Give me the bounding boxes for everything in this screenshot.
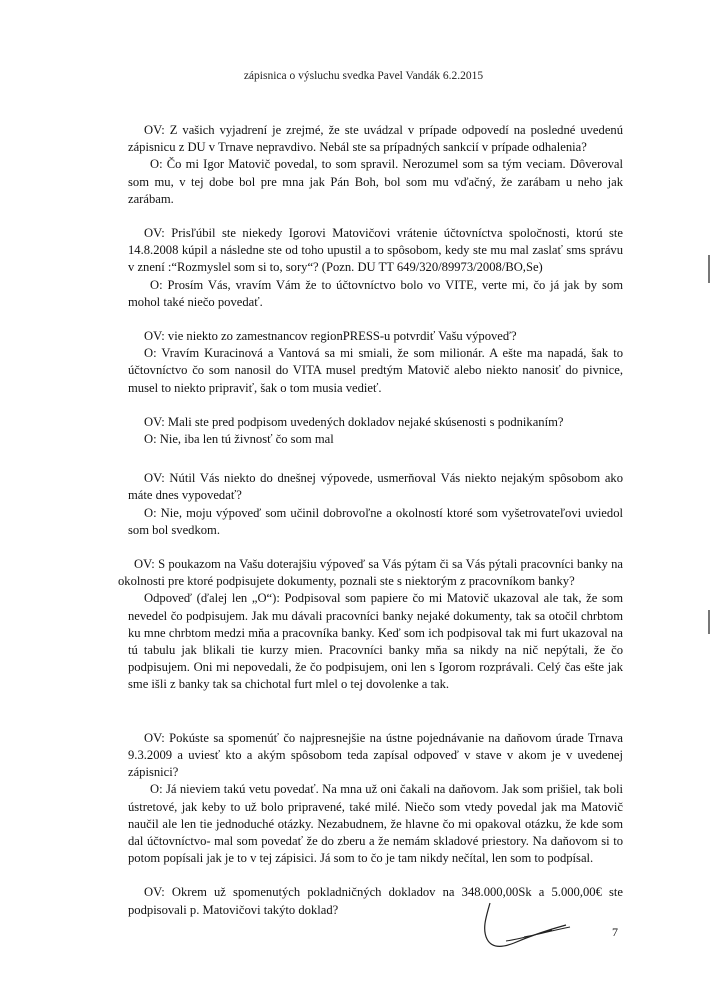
scan-margin-mark — [708, 255, 710, 283]
signature-mark — [470, 895, 590, 965]
answer-paragraph: O: Prosím Vás, vravím Vám že to účtovníctvo bolo vo VITE, verte mi, čo já jak by som mohol také niečo povedať. — [128, 277, 623, 309]
scan-margin-mark — [708, 610, 710, 634]
answer-paragraph: O: Nie, iba len tú živnosť čo som mal — [144, 432, 334, 447]
question-paragraph: OV: Pokúste sa spomenúť čo najpresnejšie na ústne pojednávanie na daňovom úrade Trnava 9.3.2009 a uviesť kto a akým spôsobom teda zapísal odpoveď v stave v akom je v uvedenej zápisnici? — [128, 730, 623, 780]
question-paragraph: OV: Prisľúbil ste niekedy Igorovi Matovičovi vrátenie účtovníctva spoločnosti, ktorú ste 14.8.2008 kúpil a následne ste od toho upustil a to spôsobom, kedy ste mu mal zaslať sms správu v znení :“Rozmyslel som si to, sory“? (Pozn. DU TT 649/320/89973/2008/BO,Se) — [128, 226, 623, 275]
question-paragraph: OV: Nútil Vás niekto do dnešnej výpovede, usmerňoval Vás niekto nejakým spôsobom ako máte dnes vypovedať? — [128, 471, 623, 503]
question-paragraph: OV: Okrem už spomenutých pokladničných dokladov na 348.000,00Sk a 5.000,00€ ste podpisovali p. Matovičovi takýto doklad? — [128, 885, 623, 917]
question-paragraph: OV: Z vašich vyjadrení je zrejmé, že ste uvádzal v prípade odpovedí na posledné uvedenú zápisnicu z DU v Trnave nepravdivo. Nebál ste sa prípadných sankcií v prípade odhalenia? — [128, 123, 623, 155]
document-body — [118, 122, 623, 919]
answer-paragraph: O: Čo mi Igor Matovič povedal, to som spravil. Nerozumel som sa tým veciam. Dôveroval som mu, v tej dobe bol pre mna jak Pán Boh, bol som mu vďačný, že zarábam u neho jak zarábam. — [128, 157, 623, 206]
question-paragraph: OV: S poukazom na Vašu doterajšiu výpoveď sa Vás pýtam či sa Vás pýtali pracovníci banky na okolnosti pre ktoré podpisujete dokumenty, poznali ste s niektorým z pracovníkom banky? — [118, 557, 623, 589]
answer-paragraph: O: Vravím Kuracinová a Vantová sa mi smiali, že som milionár. A ešte ma napadá, šak to účtovníctvo čo som nanosil do VITA musel predtým Matovič alebo niekto nanosiť do pivnice, musel to niekto pripraviť, šak o tom musia vedieť. — [128, 346, 623, 395]
answer-paragraph: Odpoveď (ďalej len „O“): Podpisoval som papiere čo mi Matovič ukazoval ale tak, že som nevedel čo podpisujem. Jak mu dávali pracovníci banky nejaké dokumenty, tak sa otočil chrbtom ku mne chrbtom medzi mňa a pracovníka banky. Keď som ich podpisoval tak mi furt ukazoval na tú tabulu jak blikali tie kurzy mien. Pracovníci banky mňa sa nikdy na nič nepýtali, že čo podpisujem. Oni mi nepovedali, že čo podpisujem, oni len s Igorom rozprávali. Celý čas ešte jak sme išli z banky tak sa chichotal furt mlel o tej dovolenke a tak. — [128, 591, 623, 692]
page-header: zápisnica o výsluchu svedka Pavel Vandák 6.2.2015 — [243, 70, 484, 82]
answer-paragraph: O: Já nieviem takú vetu povedať. Na mna už oni čakali na daňovom. Jak som prišiel, tak boli ústretové, jak keby to už bolo pripravené, také milé. Niečo som vtedy povedal jak ma Matovič naučil ale len tie jednoduché otázky. Nezabudnem, že hlavne čo mi opakoval otázku, že kde som dal účtovníctvo- mal som povedať že do zberu a že nemám skladové priestory. Na daňovom si to potom popísali jak je to v tej zápisici. Já som to čo je tam nikdy nečítal, len som to podpísal. — [128, 782, 623, 866]
page-number: 7 — [612, 925, 618, 939]
question-paragraph: OV: vie niekto zo zamestnancov regionPRESS-u potvrdiť Vašu výpoveď? — [144, 329, 517, 344]
question-paragraph: OV: Mali ste pred podpisom uvedených dokladov nejaké skúsenosti s podnikaním? — [144, 414, 564, 429]
answer-paragraph: O: Nie, moju výpoveď som učinil dobrovoľne a okolností ktoré som vyšetrovateľovi uviedol som bol svedkom. — [128, 505, 623, 537]
